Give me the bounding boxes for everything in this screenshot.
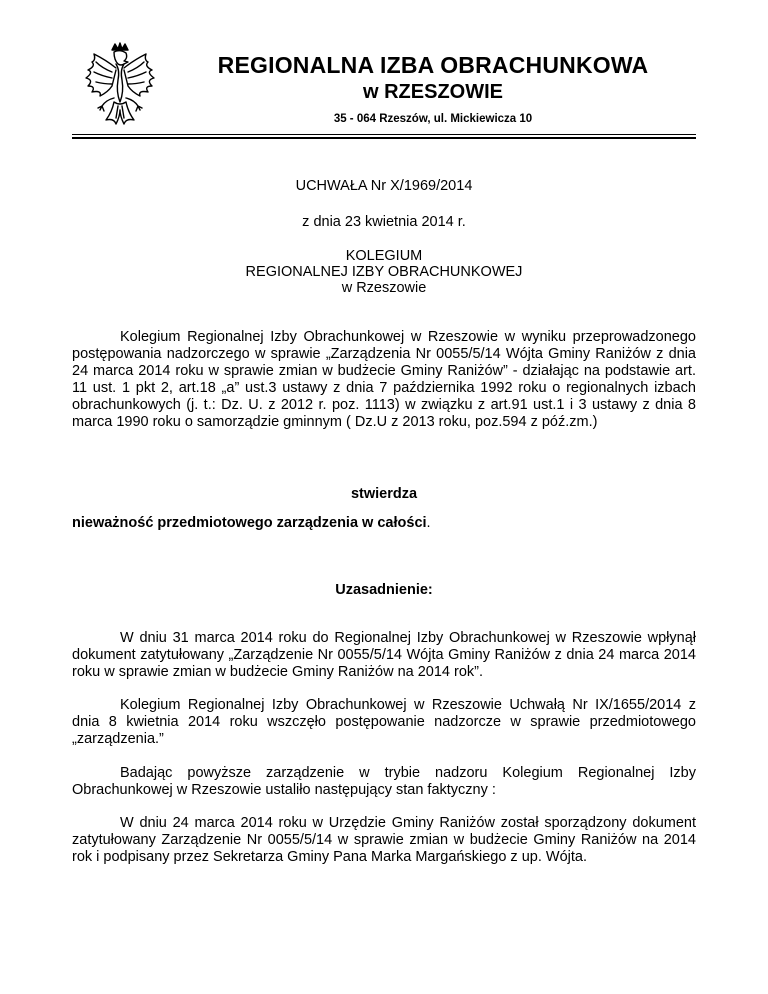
resolution-body-line-2: REGIONALNEJ IZBY OBRACHUNKOWEJ (245, 264, 523, 280)
resolution-body-line-1: KOLEGIUM (345, 248, 423, 264)
header-divider-thick (72, 137, 696, 139)
resolution-number: UCHWAŁA Nr X/1969/2014 (295, 178, 473, 194)
justification-paragraph-1: W dniu 31 marca 2014 roku do Regionalnej Izby Obrachunkowej w Rzeszowie wpłynął dokument zatytułowany „Zarządzenie Nr 0055/5/14 Wójta Gminy Raniżów z dnia 24 marca 2014 roku w sprawie zmian w budżecie Gminy Raniżów na 2014 rok”. (72, 630, 696, 680)
header-divider-thin (72, 134, 696, 135)
institution-name: REGIONALNA IZBA OBRACHUNKOWA (217, 52, 649, 78)
justification-heading: Uzasadnienie: (335, 582, 433, 598)
resolution-body-line-3: w Rzeszowie (341, 280, 427, 296)
polish-eagle-emblem-icon (72, 40, 168, 136)
decision-statement-end: . (426, 515, 431, 531)
institution-address: 35 - 064 Rzeszów, ul. Mickiewicza 10 (333, 113, 533, 125)
resolution-date: z dnia 23 kwietnia 2014 r. (302, 214, 466, 230)
justification-paragraph-2: Kolegium Regionalnej Izby Obrachunkowej w Rzeszowie Uchwałą Nr IX/1655/2014 z dnia 8 kwietnia 2014 roku wszczęło postępowanie nadzorcze w sprawie przedmiotowego „zarządzenia.” (72, 697, 696, 747)
justification-paragraph-4: W dniu 24 marca 2014 roku w Urzędzie Gminy Raniżów został sporządzony dokument zatytułowany Zarządzenie Nr 0055/5/14 w sprawie zmian w budżecie Gminy Raniżów na 2014 rok i podpisany przez Sekretarza Gminy Pana Marka Margańskiego z up. Wójta. (72, 815, 696, 865)
decision-statement-text: nieważność przedmiotowego zarządzenia w całości (72, 515, 427, 531)
institution-city: w RZESZOWIE (363, 81, 503, 103)
intro-paragraph: Kolegium Regionalnej Izby Obrachunkowej w Rzeszowie w wyniku przeprowadzonego postępowania nadzorczego w sprawie „Zarządzenia Nr 0055/5/14 Wójta Gminy Raniżów z dnia 24 marca 2014 roku w sprawie zmian w budżecie Gminy Raniżów” - działając na podstawie art. 11 ust. 1 pkt 2, art.18 „a” ust.3 ustawy z dnia 7 października 1992 roku o regionalnych izbach obrachunkowych (j. t.: Dz. U. z 2012 r. poz. 1113) w związku z art.91 ust.1 i 3 ustawy z dnia 8 marca 1990 roku o samorządzie gminnym ( Dz.U z 2013 roku, poz.594 z póź.zm.) (72, 329, 696, 430)
justification-paragraph-3: Badając powyższe zarządzenie w trybie nadzoru Kolegium Regionalnej Izby Obrachunkowej w Rzeszowie ustaliło następujący stan faktyczny : (72, 765, 696, 798)
decision-statement (72, 515, 696, 532)
decision-verb: stwierdza (350, 486, 418, 502)
